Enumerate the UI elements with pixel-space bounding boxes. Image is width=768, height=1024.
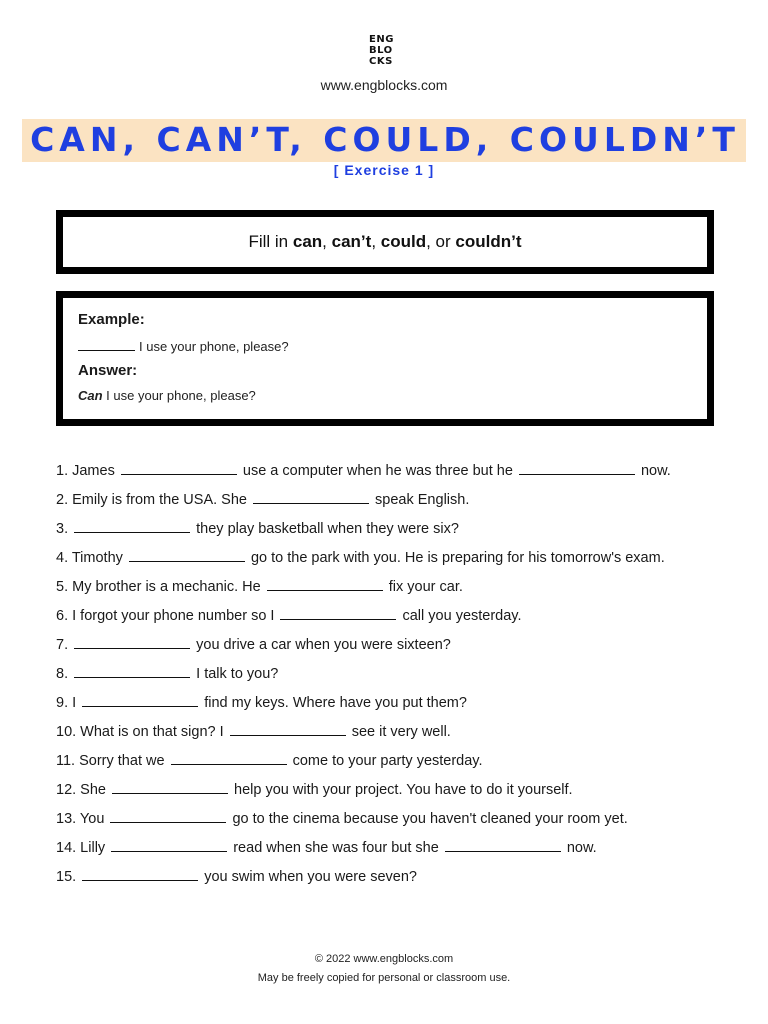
- question-text: 2. Emily is from the USA. She: [56, 492, 252, 508]
- instruction-sep: ,: [322, 232, 332, 251]
- answer-blank[interactable]: [230, 720, 346, 736]
- question-item: [56, 633, 746, 662]
- question-text: go to the park with you. He is preparing for his tomorrow's exam.: [246, 550, 665, 566]
- question-text: come to your party yesterday.: [288, 753, 483, 769]
- instruction-word-could: could: [380, 232, 427, 251]
- question-text: 3.: [56, 521, 73, 537]
- answer-blank[interactable]: [445, 836, 561, 852]
- instruction-sep: ,: [371, 232, 381, 251]
- example-sentence: [78, 338, 289, 354]
- question-text: 11. Sorry that we: [56, 753, 169, 769]
- question-text: you swim when you were seven?: [200, 869, 417, 885]
- instruction-prefix: Fill in: [248, 232, 293, 251]
- question-text: see it very well.: [347, 724, 451, 740]
- question-item: [56, 575, 746, 604]
- question-text: I talk to you?: [192, 666, 279, 682]
- question-text: 7.: [56, 637, 73, 653]
- question-text: 1. James: [56, 463, 119, 479]
- question-item: [56, 488, 746, 517]
- question-text: go to the cinema because you haven't cleaned your room yet.: [228, 811, 628, 827]
- instruction-word-can: can: [292, 232, 323, 251]
- site-url[interactable]: www.engblocks.com: [320, 77, 448, 93]
- answer-label: Answer:: [78, 362, 138, 379]
- answer-blank[interactable]: [74, 517, 190, 533]
- example-blank: [78, 338, 135, 351]
- question-text: call you yesterday.: [398, 608, 522, 624]
- question-text: 8.: [56, 666, 73, 682]
- question-item: [56, 459, 746, 488]
- example-text: I use your phone, please?: [139, 339, 289, 354]
- question-item: [56, 604, 746, 633]
- question-text: now.: [636, 463, 671, 479]
- footer-copyright: © 2022 www.engblocks.com: [314, 953, 454, 965]
- worksheet-title: CAN, CAN’T, COULD, COULDN’T: [22, 119, 746, 162]
- question-list: [56, 459, 746, 894]
- question-text: now.: [562, 840, 597, 856]
- question-text: 9. I: [56, 695, 81, 711]
- question-text: 4. Timothy: [56, 550, 127, 566]
- answer-blank[interactable]: [110, 807, 226, 823]
- question-item: [56, 749, 746, 778]
- answer-word: Can: [78, 388, 103, 403]
- answer-sentence: [78, 388, 256, 403]
- logo-line-2: BLO: [369, 45, 393, 56]
- question-text: 13. You: [56, 811, 109, 827]
- question-text: 12. She: [56, 782, 111, 798]
- answer-blank[interactable]: [280, 604, 396, 620]
- engblocks-logo: [369, 34, 401, 67]
- question-item: [56, 836, 746, 865]
- question-text: you drive a car when you were sixteen?: [192, 637, 451, 653]
- instruction-box: [56, 210, 714, 274]
- question-item: [56, 546, 746, 575]
- example-box: [56, 291, 714, 426]
- answer-blank[interactable]: [267, 575, 383, 591]
- question-text: 14. Lilly: [56, 840, 110, 856]
- answer-blank[interactable]: [111, 836, 227, 852]
- instruction-sep: , or: [426, 232, 456, 251]
- question-text: 10. What is on that sign? I: [56, 724, 228, 740]
- title-wrapper: [0, 119, 768, 162]
- answer-blank[interactable]: [129, 546, 245, 562]
- question-text: speak English.: [371, 492, 470, 508]
- instruction-word-cant: can’t: [331, 232, 372, 251]
- logo-line-3: CKS: [369, 56, 393, 67]
- example-label: Example:: [78, 311, 145, 328]
- answer-blank[interactable]: [171, 749, 287, 765]
- question-text: use a computer when he was three but he: [238, 463, 517, 479]
- question-item: [56, 807, 746, 836]
- answer-blank[interactable]: [112, 778, 228, 794]
- question-text: read when she was four but she: [229, 840, 443, 856]
- question-item: [56, 720, 746, 749]
- question-item: [56, 691, 746, 720]
- answer-blank[interactable]: [74, 633, 190, 649]
- answer-blank[interactable]: [82, 691, 198, 707]
- answer-text: I use your phone, please?: [102, 388, 256, 403]
- logo-line-1: ENG: [369, 34, 394, 45]
- question-text: 15.: [56, 869, 81, 885]
- exercise-subtitle: [ Exercise 1 ]: [333, 162, 435, 178]
- answer-blank[interactable]: [519, 459, 635, 475]
- question-item: [56, 517, 746, 546]
- question-text: find my keys. Where have you put them?: [200, 695, 467, 711]
- question-item: [56, 778, 746, 807]
- question-text: 5. My brother is a mechanic. He: [56, 579, 265, 595]
- question-item: [56, 865, 746, 894]
- answer-blank[interactable]: [121, 459, 237, 475]
- footer-license: May be freely copied for personal or classroom use.: [257, 972, 511, 984]
- answer-blank[interactable]: [253, 488, 369, 504]
- question-text: they play basketball when they were six?: [192, 521, 459, 537]
- question-text: fix your car.: [384, 579, 463, 595]
- instruction-word-couldnt: couldn’t: [455, 232, 522, 251]
- question-text: 6. I forgot your phone number so I: [56, 608, 279, 624]
- answer-blank[interactable]: [74, 662, 190, 678]
- question-item: [56, 662, 746, 691]
- answer-blank[interactable]: [82, 865, 198, 881]
- question-text: help you with your project. You have to do it yourself.: [230, 782, 573, 798]
- instruction-text: [248, 232, 521, 252]
